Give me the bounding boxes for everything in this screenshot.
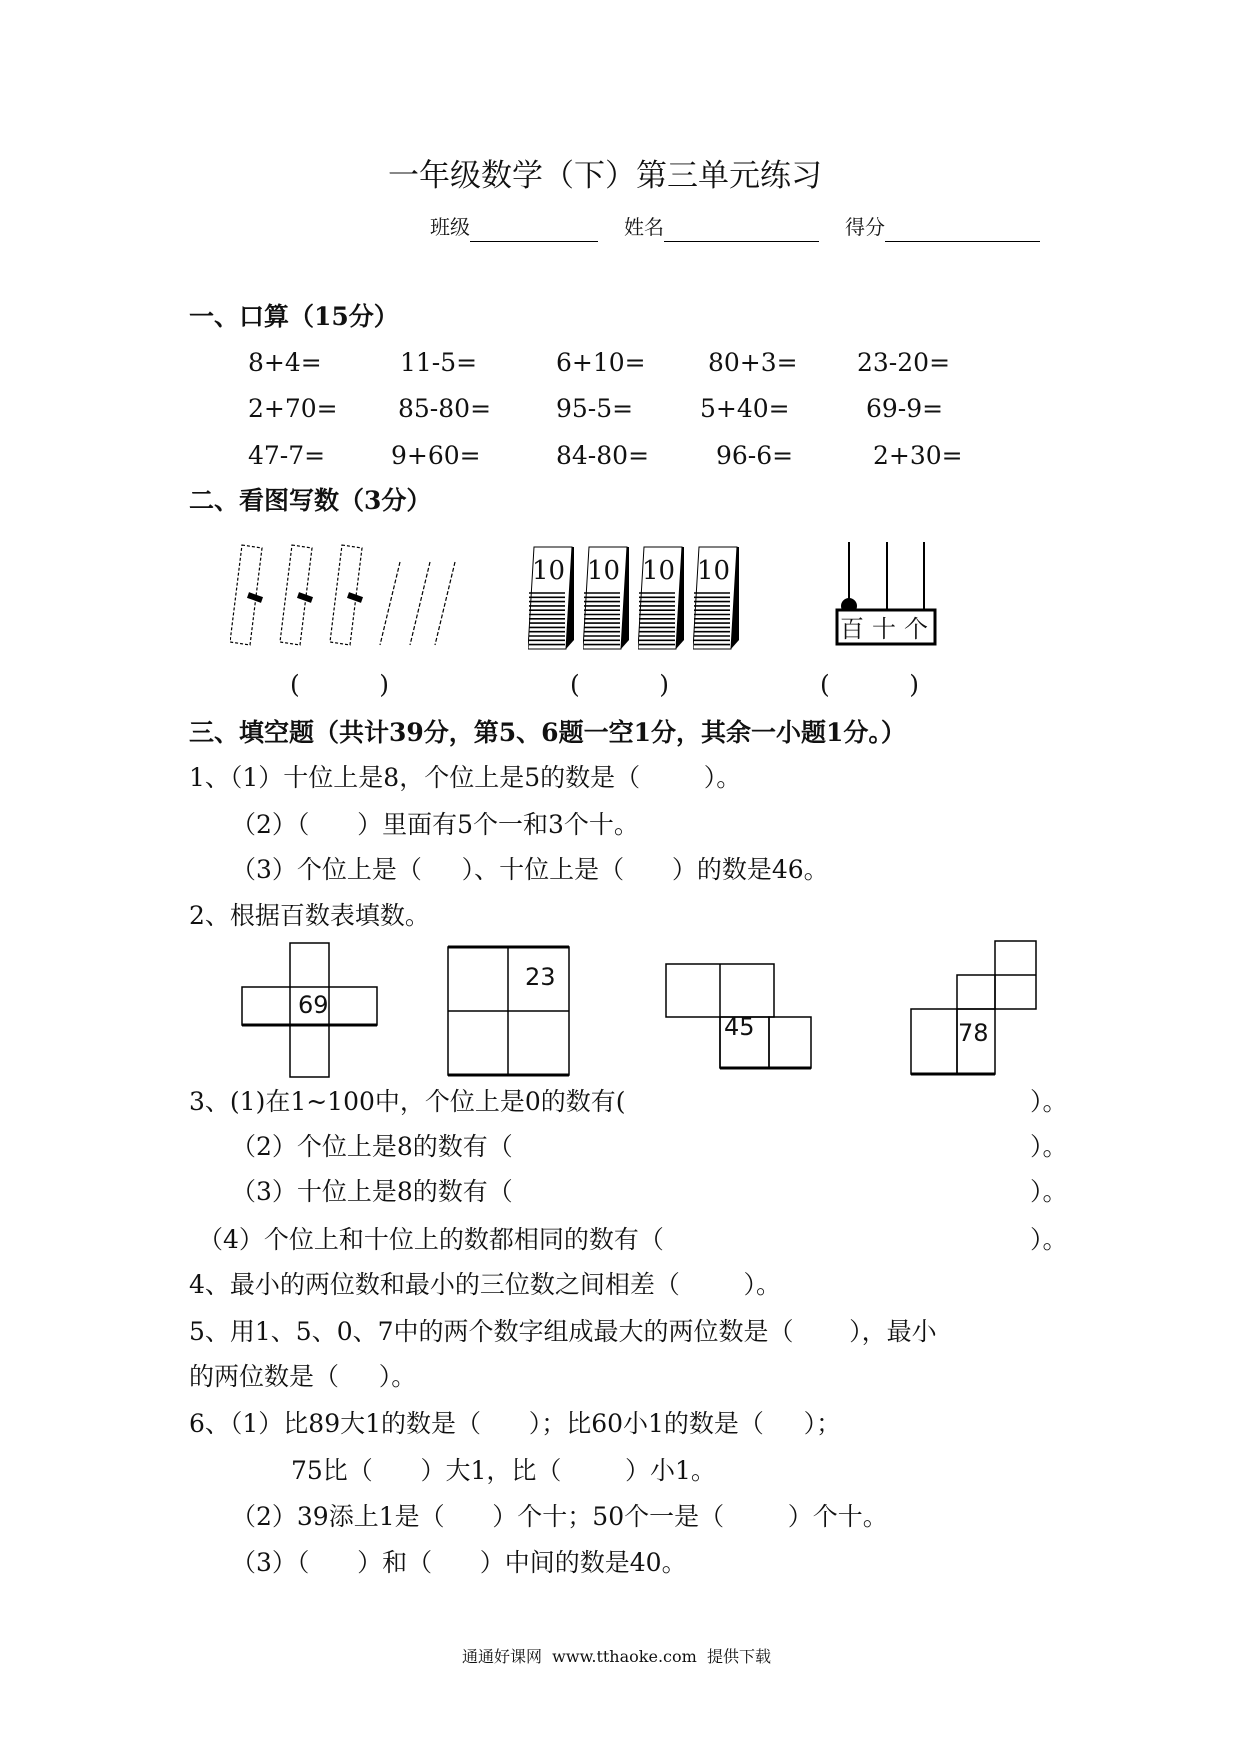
stick-icon xyxy=(435,562,455,645)
q1-3: （3）个位上是（ ）、十位上是（ ）的数是46。 xyxy=(231,855,829,884)
hundred-chart-fragments xyxy=(235,935,1065,1080)
calc-problem: 9+60= xyxy=(391,441,481,470)
calc-problem: 6+10= xyxy=(556,348,646,377)
q3-4: （4）个位上和十位上的数都相同的数有（ xyxy=(198,1225,664,1254)
stick-icon xyxy=(380,562,400,645)
abacus-labels: 百十个 xyxy=(840,615,936,643)
answer-blank-2[interactable]: ( ) xyxy=(570,670,669,699)
name-label: 姓名 xyxy=(624,215,664,239)
q3-1-end: ）。 xyxy=(1030,1087,1068,1116)
calc-problem: 23-20= xyxy=(857,348,951,377)
stick-icon xyxy=(410,562,430,645)
calc-problem: 5+40= xyxy=(700,394,790,423)
calc-problem: 69-9= xyxy=(866,394,944,423)
bundles-of-sticks-image xyxy=(230,540,480,655)
q6-3: （3）（ ）和（ ）中间的数是40。 xyxy=(231,1548,687,1577)
calc-problem: 11-5= xyxy=(400,348,478,377)
student-info-line xyxy=(430,212,1040,242)
block-label: 10 xyxy=(697,556,731,586)
q1-2: （2）（ ）里面有5个一和3个十。 xyxy=(231,810,639,839)
q2: 2、根据百数表填数。 xyxy=(189,901,430,930)
q6-2: （2）39添上1是（ ）个十；50个一是（ ）个十。 xyxy=(231,1502,888,1531)
q3-4-end: ）。 xyxy=(1030,1225,1068,1254)
block-label: 10 xyxy=(532,556,566,586)
q6-1b: 75比（ ）大1，比（ ）小1。 xyxy=(291,1456,716,1485)
footer-credit: 通通好课网 www.tthaoke.com 提供下载 xyxy=(462,1647,771,1666)
block-label: 10 xyxy=(587,556,621,586)
q5-line1: 5、用1、5、0、7中的两个数字组成最大的两位数是（ ），最小 xyxy=(189,1317,937,1346)
section-3-heading: 三、填空题（共计39分，第5、6题一空1分，其余一小题1分。） xyxy=(189,718,906,747)
answer-blank-1[interactable]: ( ) xyxy=(290,670,389,699)
chart-number-45: 45 xyxy=(724,1013,755,1041)
calc-problem: 96-6= xyxy=(716,441,794,470)
score-blank[interactable] xyxy=(885,221,1040,242)
section-1-heading: 一、口算（15分） xyxy=(189,302,399,331)
bundle-icon xyxy=(330,545,362,645)
q3-3: （3）十位上是8的数有（ xyxy=(231,1177,513,1206)
block-label: 10 xyxy=(642,556,676,586)
calc-problem: 84-80= xyxy=(556,441,650,470)
answer-blank-3[interactable]: ( ) xyxy=(820,670,919,699)
q3-2: （2）个位上是8的数有（ xyxy=(231,1132,513,1161)
calc-problem: 85-80= xyxy=(398,394,492,423)
chart-number-78: 78 xyxy=(958,1019,989,1047)
score-label: 得分 xyxy=(845,215,885,239)
calc-problem: 95-5= xyxy=(556,394,634,423)
chart-number-69: 69 xyxy=(298,991,329,1019)
class-label: 班级 xyxy=(430,215,470,239)
bundle-icon xyxy=(280,545,312,645)
q1-1: 1、（1）十位上是8，个位上是5的数是（ ）。 xyxy=(189,763,742,792)
class-blank[interactable] xyxy=(470,221,598,242)
bundle-icon xyxy=(230,545,262,645)
q4: 4、最小的两位数和最小的三位数之间相差（ ）。 xyxy=(189,1270,781,1299)
q3-3-end: ）。 xyxy=(1030,1177,1068,1206)
name-blank[interactable] xyxy=(664,221,819,242)
page-title: 一年级数学（下）第三单元练习 xyxy=(388,158,822,194)
calc-problem: 2+30= xyxy=(873,441,963,470)
q5-line2: 的两位数是（ ）。 xyxy=(189,1362,417,1391)
calc-problem: 2+70= xyxy=(248,394,338,423)
calc-problem: 8+4= xyxy=(248,348,322,377)
calc-problem: 47-7= xyxy=(248,441,326,470)
chart-number-23: 23 xyxy=(525,963,556,991)
q6-1: 6、（1）比89大1的数是（ ）；比60小1的数是（ ）； xyxy=(189,1409,842,1438)
calc-problem: 80+3= xyxy=(708,348,798,377)
q3-2-end: ）。 xyxy=(1030,1132,1068,1161)
q3-1: 3、(1)在1~100中，个位上是0的数有( xyxy=(189,1087,626,1116)
section-2-heading: 二、看图写数（3分） xyxy=(189,486,432,515)
